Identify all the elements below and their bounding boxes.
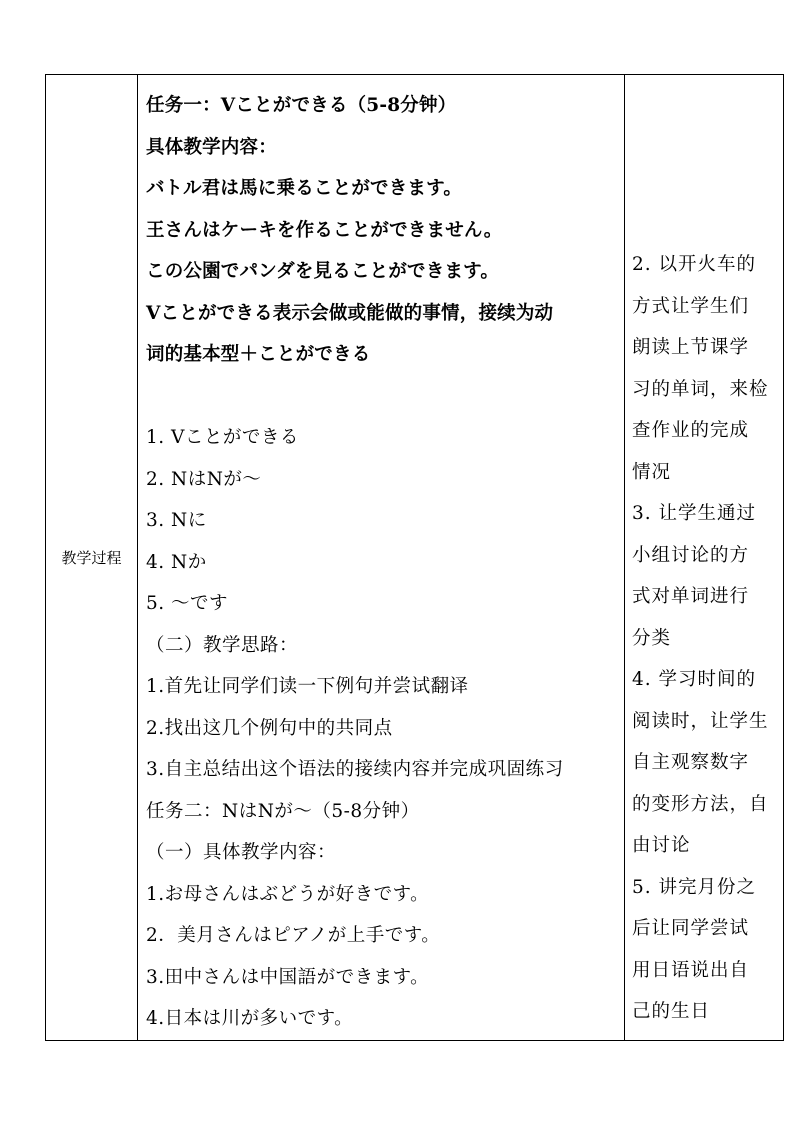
lesson-plan-table: [45, 74, 784, 1041]
content-line: この公園でパンダを見ることができます。: [146, 261, 500, 282]
content-line: [146, 376, 624, 418]
note-line: 查作业的完成: [632, 420, 750, 441]
content-line: 王さんはケーキを作ることができません。: [146, 219, 503, 241]
content-line: 3. Nに: [146, 510, 207, 531]
content-line: 任务二：NはNが～（5-8分钟）: [146, 800, 420, 822]
notes-cell: [625, 75, 784, 1041]
note-line: 由讨论: [632, 835, 691, 856]
note-line: 阅读时，让学生: [632, 710, 769, 732]
content-lines: [138, 75, 624, 1040]
row-label: 教学过程: [61, 548, 122, 567]
content-line: 4. Nか: [146, 551, 207, 573]
notes-lines: [625, 75, 783, 1033]
content-line: 2. NはNが～: [146, 468, 262, 490]
row-label-cell: [46, 75, 138, 1041]
note-line: 用日语说出自: [632, 959, 750, 981]
content-line: 2.找出这几个例句中的共同点: [146, 717, 393, 739]
note-line: 式对单词进行: [632, 586, 750, 607]
note-line: 方式让学生们: [632, 295, 750, 317]
note-line: 4. 学习时间的: [632, 669, 757, 690]
teaching-process-row: [46, 75, 784, 1041]
note-line: 5. 讲完月份之: [632, 876, 757, 898]
content-line: 词的基本型＋ことができる: [146, 344, 371, 365]
content-line: 3.田中さんは中国語ができます。: [146, 966, 430, 988]
note-line: 分类: [632, 627, 672, 649]
note-line: 3. 让学生通过: [632, 503, 757, 524]
note-line: 朗读上节课学: [632, 337, 750, 358]
note-line: 习的单词，来检: [632, 378, 769, 400]
content-line: Vことができる表示会做或能做的事情，接续为动: [146, 302, 554, 324]
note-line: 后让同学尝试: [632, 918, 750, 939]
content-line: バトル君は馬に乗ることができます。: [146, 178, 463, 199]
note-line: 2. 以开火车的: [632, 254, 757, 275]
content-line: （二）教学思路：: [146, 634, 299, 656]
note-line: 的变形方法，自: [632, 793, 769, 815]
note-line: 己的生日: [632, 1001, 711, 1022]
content-line: 1.首先让同学们读一下例句并尝试翻译: [146, 676, 469, 697]
content-line: 4.日本は川が多いです。: [146, 1008, 354, 1029]
content-line: 任务一：Vことができる（5-8分钟）: [146, 95, 457, 116]
content-line: 5. ～です: [146, 593, 229, 614]
note-line: 情况: [632, 461, 672, 483]
note-line: 小组讨论的方: [632, 544, 750, 566]
content-line: 具体教学内容：: [146, 136, 277, 158]
note-line: 自主观察数字: [632, 752, 750, 773]
content-line: （一）具体教学内容：: [146, 842, 337, 863]
content-line: 1.お母さんはぶどうが好きです。: [146, 883, 430, 905]
content-cell: [138, 75, 625, 1041]
content-line: 1. Vことができる: [146, 427, 299, 448]
content-line: 2．美月さんはピアノが上手です。: [146, 925, 441, 946]
content-line: 3.自主总结出这个语法的接续内容并完成巩固练习: [146, 759, 564, 780]
